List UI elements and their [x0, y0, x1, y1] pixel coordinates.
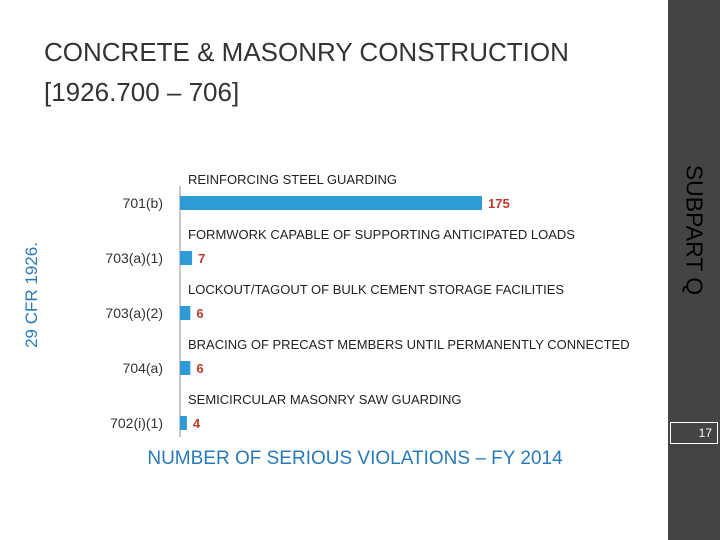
data-value-label: 175 [488, 196, 510, 211]
cfr-vertical-label: 29 CFR 1926. [22, 242, 41, 348]
bar [180, 416, 187, 430]
data-value-label: 4 [192, 416, 201, 431]
bar-description-label: FORMWORK CAPABLE OF SUPPORTING ANTICIPATED LOADS [188, 227, 575, 242]
data-value-label: 7 [198, 251, 206, 266]
category-tick-label: 703(a)(1) [105, 250, 163, 266]
data-value-label: 6 [196, 361, 204, 376]
page-number: 17 [670, 422, 718, 444]
bar-description-label: LOCKOUT/TAGOUT OF BULK CEMENT STORAGE FACILITIES [188, 282, 565, 297]
bar [180, 251, 192, 265]
category-tick-label: 703(a)(2) [105, 305, 163, 321]
x-axis-label: NUMBER OF SERIOUS VIOLATIONS – FY 2014 [147, 448, 563, 469]
bar-description-label: SEMICIRCULAR MASONRY SAW GUARDING [188, 392, 462, 407]
bar-description-label: REINFORCING STEEL GUARDING [188, 172, 397, 187]
bar [180, 196, 482, 210]
title-line-1: CONCRETE & MASONRY CONSTRUCTION [44, 37, 569, 67]
category-tick-label: 704(a) [122, 360, 163, 376]
title-line-2: [1926.700 – 706] [44, 77, 240, 107]
category-tick-label: 702(i)(1) [110, 415, 163, 431]
bar [180, 361, 190, 375]
subpart-label: SUBPART Q [681, 164, 708, 296]
bar [180, 306, 190, 320]
data-value-label: 6 [196, 306, 204, 321]
category-tick-label: 701(b) [122, 195, 163, 211]
bar-description-label: BRACING OF PRECAST MEMBERS UNTIL PERMANENTLY CONNECTED [188, 337, 630, 352]
